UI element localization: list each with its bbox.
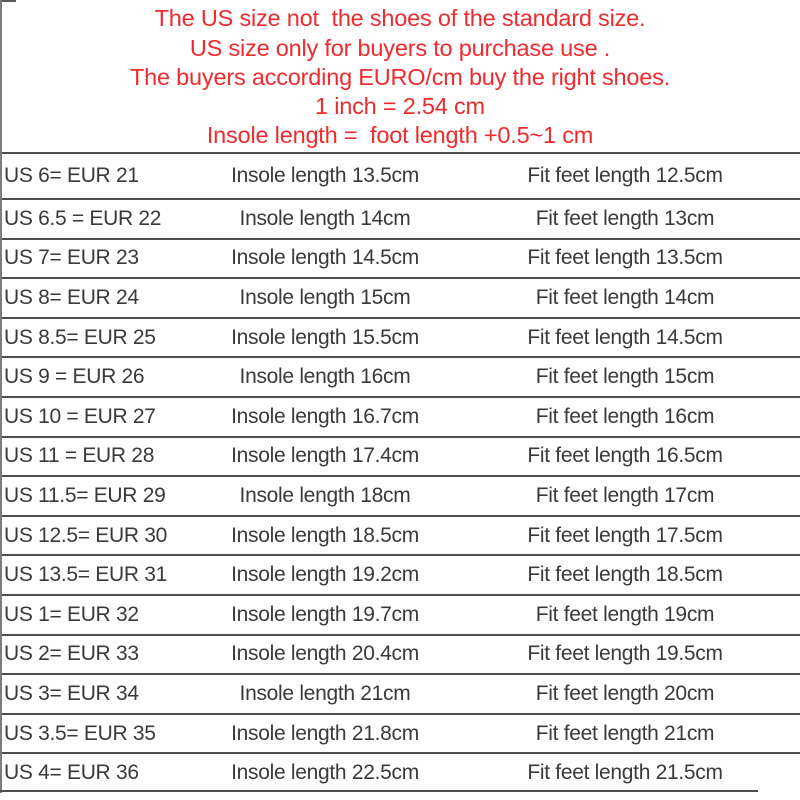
fit-feet-length: Fit feet length 20cm bbox=[535, 681, 715, 705]
notice-line-5: Insole length = foot length +0.5~1 cm bbox=[206, 121, 594, 148]
us-eur-size: US 1= EUR 32 bbox=[4, 602, 139, 626]
us-eur-size: US 10 = EUR 27 bbox=[4, 404, 156, 428]
table-row bbox=[0, 554, 800, 594]
us-eur-size: US 3= EUR 34 bbox=[4, 681, 139, 705]
insole-length: Insole length 18cm bbox=[239, 483, 411, 507]
table-row bbox=[0, 436, 800, 476]
fit-feet-length: Fit feet length 19cm bbox=[535, 602, 715, 626]
insole-length: Insole length 16.7cm bbox=[231, 404, 419, 428]
us-eur-size: US 12.5= EUR 30 bbox=[4, 523, 168, 547]
table-row bbox=[0, 634, 800, 674]
fit-feet-length: Fit feet length 16cm bbox=[535, 404, 715, 428]
notice-line-4: 1 inch = 2.54 cm bbox=[315, 92, 485, 119]
us-eur-size: US 6= EUR 21 bbox=[4, 164, 139, 187]
fit-feet-length: Fit feet length 19.5cm bbox=[527, 642, 723, 666]
us-eur-size: US 11 = EUR 28 bbox=[4, 444, 155, 468]
notice-line-2: US size only for buyers to purchase use . bbox=[189, 34, 611, 61]
fit-feet-length: Fit feet length 17.5cm bbox=[527, 523, 723, 547]
table-row bbox=[0, 396, 800, 436]
notice-line-1: The US size not the shoes of the standard size. bbox=[154, 5, 646, 32]
us-eur-size: US 6.5 = EUR 22 bbox=[4, 206, 162, 230]
insole-length: Insole length 18.5cm bbox=[231, 523, 419, 547]
table-row bbox=[0, 475, 800, 515]
top-edge-artifact bbox=[0, 0, 16, 2]
size-conversion-table bbox=[0, 152, 800, 792]
us-eur-size: US 13.5= EUR 31 bbox=[4, 563, 168, 587]
insole-length: Insole length 19.7cm bbox=[231, 602, 419, 626]
us-eur-size: US 3.5= EUR 35 bbox=[4, 721, 156, 745]
fit-feet-length: Fit feet length 21cm bbox=[535, 721, 715, 745]
insole-length: Insole length 22.5cm bbox=[231, 761, 419, 785]
table-row bbox=[0, 152, 800, 198]
table-row bbox=[0, 673, 800, 713]
insole-length: Insole length 17.4cm bbox=[231, 444, 419, 468]
insole-length: Insole length 21.8cm bbox=[231, 721, 419, 745]
notice-line-3: The buyers according EURO/cm buy the right shoes. bbox=[129, 63, 671, 90]
table-row bbox=[0, 356, 800, 396]
fit-feet-length: Fit feet length 15cm bbox=[535, 365, 715, 389]
us-eur-size: US 9 = EUR 26 bbox=[4, 365, 145, 389]
red-notice-header bbox=[0, 0, 800, 152]
insole-length: Insole length 14.5cm bbox=[231, 246, 419, 270]
us-eur-size: US 11.5= EUR 29 bbox=[4, 483, 166, 507]
table-row bbox=[0, 277, 800, 317]
fit-feet-length: Fit feet length 14.5cm bbox=[527, 325, 723, 349]
left-edge-line bbox=[0, 0, 2, 793]
insole-length: Insole length 20.4cm bbox=[231, 642, 419, 666]
fit-feet-length: Fit feet length 17cm bbox=[535, 483, 715, 507]
us-eur-size: US 2= EUR 33 bbox=[4, 642, 139, 666]
us-eur-size: US 4= EUR 36 bbox=[4, 761, 139, 785]
table-row bbox=[0, 198, 800, 238]
insole-length: Insole length 16cm bbox=[239, 365, 411, 389]
us-eur-size: US 7= EUR 23 bbox=[4, 246, 139, 270]
fit-feet-length: Fit feet length 13cm bbox=[535, 206, 715, 230]
table-bottom-line bbox=[0, 790, 758, 792]
fit-feet-length: Fit feet length 12.5cm bbox=[527, 164, 723, 187]
table-row bbox=[0, 594, 800, 634]
insole-length: Insole length 19.2cm bbox=[231, 563, 419, 587]
table-row bbox=[0, 713, 800, 753]
insole-length: Insole length 13.5cm bbox=[231, 164, 419, 187]
table-row bbox=[0, 752, 800, 792]
fit-feet-length: Fit feet length 14cm bbox=[535, 285, 715, 309]
table-row bbox=[0, 317, 800, 357]
insole-length: Insole length 15.5cm bbox=[231, 325, 419, 349]
insole-length: Insole length 21cm bbox=[239, 681, 411, 705]
fit-feet-length: Fit feet length 16.5cm bbox=[527, 444, 723, 468]
fit-feet-length: Fit feet length 21.5cm bbox=[527, 761, 723, 785]
table-row bbox=[0, 238, 800, 278]
insole-length: Insole length 15cm bbox=[239, 285, 411, 309]
fit-feet-length: Fit feet length 18.5cm bbox=[527, 563, 723, 587]
us-eur-size: US 8= EUR 24 bbox=[4, 285, 139, 309]
us-eur-size: US 8.5= EUR 25 bbox=[4, 325, 156, 349]
table-row bbox=[0, 515, 800, 555]
fit-feet-length: Fit feet length 13.5cm bbox=[527, 246, 723, 270]
insole-length: Insole length 14cm bbox=[239, 206, 411, 230]
